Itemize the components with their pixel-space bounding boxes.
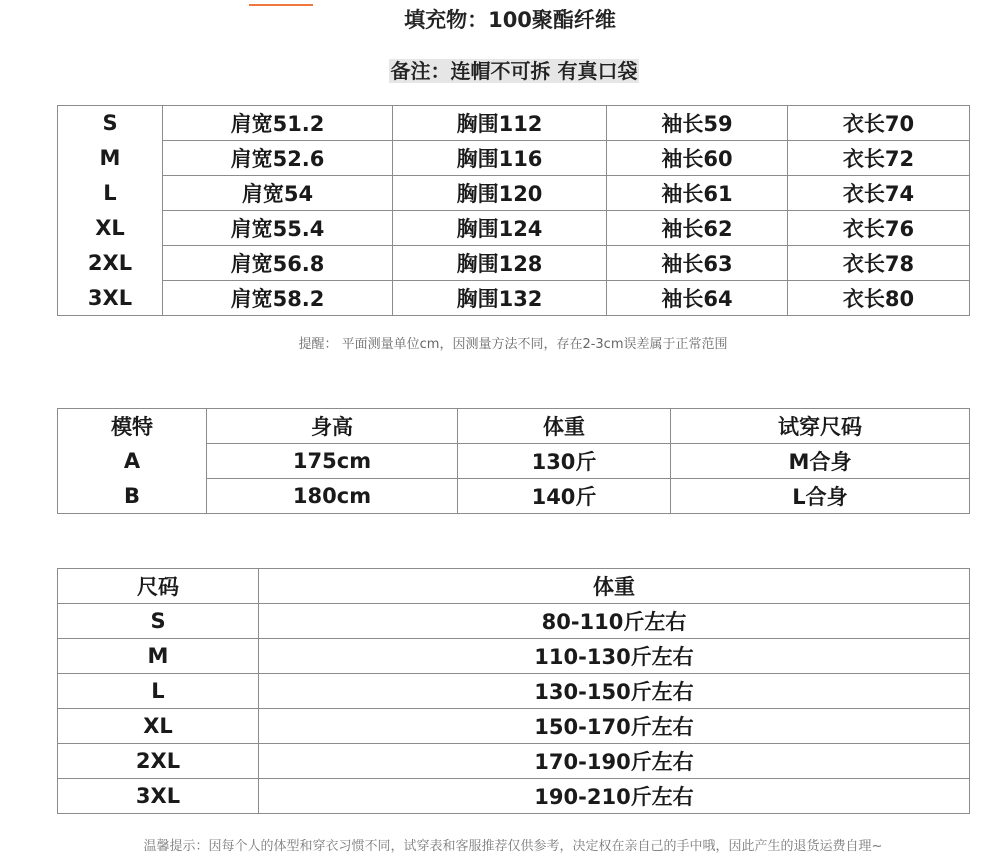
size-label: S <box>58 604 259 639</box>
table-row <box>58 779 970 814</box>
weight-range-cell: 130-150斤左右 <box>259 674 970 709</box>
note-heading <box>0 58 996 84</box>
length-cell: 衣长76 <box>788 211 970 246</box>
sleeve-cell: 袖长60 <box>607 141 788 176</box>
sleeve-cell: 袖长59 <box>607 106 788 141</box>
table-header-row <box>58 569 970 604</box>
column-header: 体重 <box>458 409 671 444</box>
note-text: 备注：连帽不可拆 有真口袋 <box>390 59 638 83</box>
fit-size-cell: L合身 <box>671 479 970 514</box>
column-header: 模特 <box>58 409 207 444</box>
weight-range-cell: 80-110斤左右 <box>259 604 970 639</box>
shoulder-cell: 肩宽55.4 <box>163 211 393 246</box>
table-row <box>58 246 970 281</box>
shoulder-cell: 肩宽51.2 <box>163 106 393 141</box>
weight-range-cell: 110-130斤左右 <box>259 639 970 674</box>
table-row <box>58 604 970 639</box>
shoulder-cell: 肩宽54 <box>163 176 393 211</box>
length-cell: 衣长80 <box>788 281 970 316</box>
column-header: 试穿尺码 <box>671 409 970 444</box>
size-label: 3XL <box>58 281 163 316</box>
size-label: XL <box>58 211 163 246</box>
table-row <box>58 176 970 211</box>
table-row <box>58 281 970 316</box>
sleeve-cell: 袖长62 <box>607 211 788 246</box>
weight-guide-table <box>57 568 970 814</box>
table-row <box>58 106 970 141</box>
size-label: XL <box>58 709 259 744</box>
table-row <box>58 674 970 709</box>
chest-cell: 胸围124 <box>393 211 607 246</box>
sleeve-cell: 袖长63 <box>607 246 788 281</box>
length-cell: 衣长74 <box>788 176 970 211</box>
table-row <box>58 444 970 479</box>
shoulder-cell: 肩宽52.6 <box>163 141 393 176</box>
weight-range-cell: 150-170斤左右 <box>259 709 970 744</box>
fit-size-cell: M合身 <box>671 444 970 479</box>
table-header-row <box>58 409 970 444</box>
length-cell: 衣长72 <box>788 141 970 176</box>
size-label: M <box>58 141 163 176</box>
size-label: M <box>58 639 259 674</box>
height-cell: 175cm <box>207 444 458 479</box>
chest-cell: 胸围116 <box>393 141 607 176</box>
table-row <box>58 709 970 744</box>
size-label: 2XL <box>58 744 259 779</box>
model-fit-table <box>57 408 970 514</box>
filling-heading: 填充物：100聚酯纤维 <box>404 8 616 32</box>
table-row <box>58 479 970 514</box>
chest-cell: 胸围112 <box>393 106 607 141</box>
weight-range-cell: 170-190斤左右 <box>259 744 970 779</box>
column-header: 身高 <box>207 409 458 444</box>
size-label: L <box>58 176 163 211</box>
chest-cell: 胸围120 <box>393 176 607 211</box>
size-label: 2XL <box>58 246 163 281</box>
column-header: 体重 <box>259 569 970 604</box>
chest-cell: 胸围128 <box>393 246 607 281</box>
table-row <box>58 141 970 176</box>
size-chart-table <box>57 105 970 316</box>
weight-cell: 130斤 <box>458 444 671 479</box>
table-row <box>58 211 970 246</box>
size-label: 3XL <box>58 779 259 814</box>
sleeve-cell: 袖长64 <box>607 281 788 316</box>
model-label: A <box>58 444 207 479</box>
footer-tip: 温馨提示：因每个人的体型和穿衣习惯不同，试穿表和客服推荐仅供参考，决定权在亲自己的手中哦，因此产生的退货运费自理~ <box>143 839 883 854</box>
weight-cell: 140斤 <box>458 479 671 514</box>
column-header: 尺码 <box>58 569 259 604</box>
shoulder-cell: 肩宽58.2 <box>163 281 393 316</box>
size-label: L <box>58 674 259 709</box>
sleeve-cell: 袖长61 <box>607 176 788 211</box>
model-label: B <box>58 479 207 514</box>
length-cell: 衣长70 <box>788 106 970 141</box>
height-cell: 180cm <box>207 479 458 514</box>
length-cell: 衣长78 <box>788 246 970 281</box>
chest-cell: 胸围132 <box>393 281 607 316</box>
weight-range-cell: 190-210斤左右 <box>259 779 970 814</box>
table-row <box>58 639 970 674</box>
shoulder-cell: 肩宽56.8 <box>163 246 393 281</box>
measurement-tip: 提醒： 平面测量单位cm，因测量方法不同，存在2-3cm误差属于正常范围 <box>298 337 728 352</box>
size-label: S <box>58 106 163 141</box>
table-row <box>58 744 970 779</box>
